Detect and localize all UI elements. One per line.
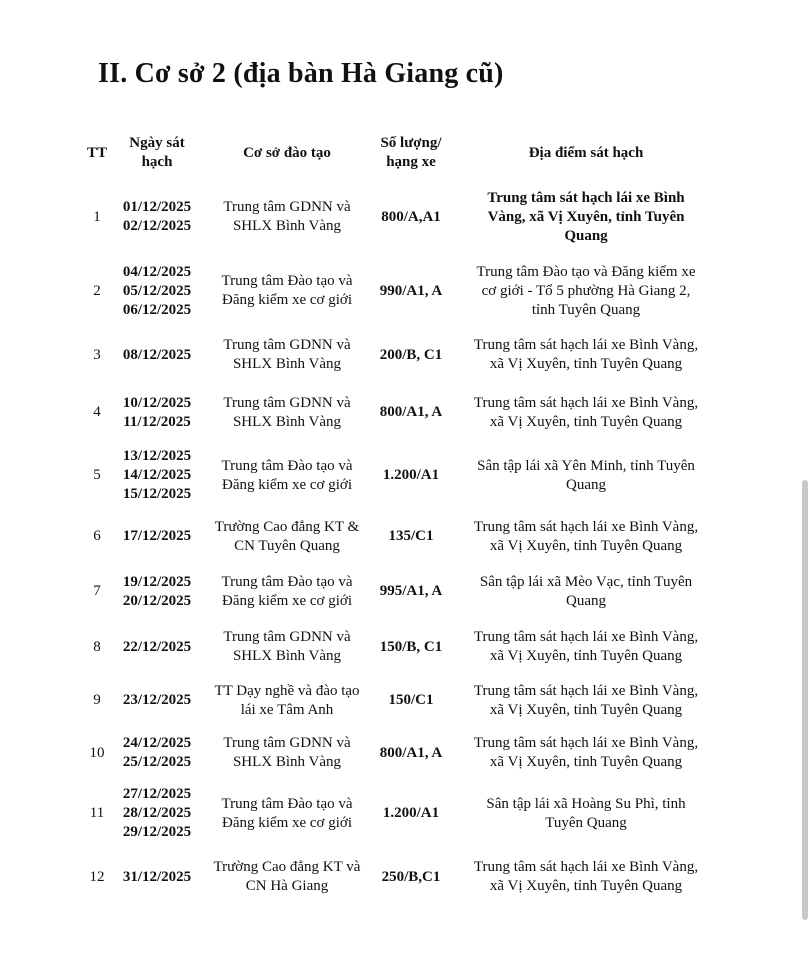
quantity-license-class: 800/A,A1 [381, 208, 441, 225]
exam-location-line: Vàng, xã Vị Xuyên, tỉnh Tuyên [487, 208, 685, 225]
row-number: 9 [93, 692, 101, 708]
training-center-line: Trung tâm GDNN và [223, 735, 351, 751]
exam-location-line: xã Vị Xuyên, tỉnh Tuyên Quang [489, 356, 683, 372]
table-row [82, 441, 722, 510]
training-center-line: SHLX Bình Vàng [232, 356, 342, 372]
table-row [82, 674, 722, 727]
training-center-line: SHLX Bình Vàng [232, 218, 342, 234]
row-number: 4 [93, 404, 101, 420]
quantity-license-class: 150/B, C1 [379, 638, 443, 655]
exam-dates [112, 674, 202, 727]
training-center-line: Trung tâm Đào tạo và [221, 273, 353, 289]
training-center [202, 178, 372, 256]
quantity-license-class: 995/A1, A [379, 583, 443, 599]
training-center-line: Đăng kiểm xe cơ giới [222, 476, 352, 493]
exam-location-line: Trung tâm sát hạch lái xe Bình Vàng, [473, 518, 699, 535]
training-center-line: CN Hà Giang [245, 878, 329, 894]
header-date-line: hạch [141, 154, 173, 170]
training-center-line: SHLX Bình Vàng [232, 413, 342, 430]
exam-date: 02/12/2025 [122, 218, 192, 234]
exam-date: 01/12/2025 [122, 199, 192, 215]
header-qty [372, 128, 450, 178]
row-number: 12 [89, 868, 105, 885]
header-location: Địa điểm sát hạch [528, 144, 644, 161]
exam-date: 10/12/2025 [122, 394, 192, 411]
training-center [202, 384, 372, 441]
row-number: 2 [93, 282, 101, 299]
exam-dates [112, 620, 202, 674]
training-center [202, 779, 372, 848]
exam-location [450, 727, 722, 779]
row-number: 3 [93, 346, 101, 363]
training-center [202, 441, 372, 510]
table-row [82, 779, 722, 848]
table-row [82, 620, 722, 674]
exam-location [450, 326, 722, 384]
exam-location-line: Tuyên Quang [545, 814, 627, 831]
exam-date: 24/12/2025 [122, 735, 192, 751]
training-center [202, 727, 372, 779]
exam-location-line: xã Vị Xuyên, tỉnh Tuyên Quang [489, 754, 683, 770]
quantity-license-class: 800/A1, A [379, 404, 443, 420]
training-center-line: Đăng kiểm xe cơ giới [222, 592, 352, 609]
header-qty-line: hạng xe [386, 154, 436, 170]
quantity-license-class: 1.200/A1 [382, 467, 440, 483]
exam-date: 20/12/2025 [122, 592, 192, 609]
quantity-license-class: 250/B,C1 [381, 868, 441, 885]
table-row [82, 848, 722, 906]
table-row [82, 178, 722, 256]
training-center [202, 674, 372, 727]
exam-date: 22/12/2025 [122, 638, 192, 655]
exam-dates [112, 441, 202, 510]
table-row [82, 256, 722, 326]
table-row [82, 384, 722, 441]
exam-location-line: Sân tập lái xã Hoàng Su Phì, tỉnh [486, 795, 686, 812]
exam-location-line: Trung tâm sát hạch lái xe Bình Vàng, [473, 629, 699, 645]
exam-date: 17/12/2025 [122, 528, 192, 544]
training-center [202, 326, 372, 384]
quantity-license-class: 135/C1 [388, 528, 434, 544]
exam-date: 25/12/2025 [122, 754, 192, 770]
training-center-line: Trung tâm GDNN và [223, 337, 351, 353]
exam-location [450, 848, 722, 906]
exam-location-line: tỉnh Tuyên Quang [531, 301, 641, 318]
exam-location [450, 563, 722, 620]
exam-location-line: Quang [564, 227, 608, 244]
exam-location [450, 178, 722, 256]
exam-date: 23/12/2025 [122, 692, 192, 708]
training-center-line: Đăng kiểm xe cơ giới [222, 814, 352, 831]
table-row [82, 510, 722, 563]
exam-location-line: xã Vị Xuyên, tỉnh Tuyên Quang [489, 413, 683, 430]
training-center [202, 256, 372, 326]
exam-date: 15/12/2025 [122, 486, 192, 502]
exam-location [450, 510, 722, 563]
row-number: 5 [93, 467, 101, 483]
exam-location-line: Quang [566, 476, 606, 493]
training-center-line: CN Tuyên Quang [234, 537, 340, 554]
training-center [202, 848, 372, 906]
header-tt: TT [86, 144, 107, 161]
exam-location [450, 384, 722, 441]
row-number: 6 [93, 528, 101, 544]
exam-location-line: Sân tập lái xã Mèo Vạc, tỉnh Tuyên [479, 573, 693, 590]
exam-location-line: Trung tâm sát hạch lái xe Bình Vàng, [473, 735, 699, 751]
row-number: 11 [89, 805, 105, 821]
exam-location-line: cơ giới - Tổ 5 phường Hà Giang 2, [481, 282, 691, 299]
exam-date: 06/12/2025 [122, 301, 192, 318]
training-center-line: Trung tâm Đào tạo và [221, 795, 353, 812]
row-number: 1 [93, 208, 101, 225]
exam-location-line: Trung tâm sát hạch lái xe Bình [487, 189, 685, 206]
exam-date: 05/12/2025 [122, 282, 192, 299]
exam-date: 29/12/2025 [122, 824, 192, 840]
training-center-line: Trung tâm Đào tạo và [221, 573, 353, 590]
exam-date: 14/12/2025 [122, 467, 192, 483]
quantity-license-class: 200/B, C1 [379, 346, 443, 363]
exam-date: 08/12/2025 [122, 346, 192, 363]
exam-location-line: Trung tâm sát hạch lái xe Bình Vàng, [473, 859, 699, 875]
exam-dates [112, 727, 202, 779]
training-center-line: Đăng kiểm xe cơ giới [222, 292, 352, 308]
training-center-line: Trung tâm GDNN và [223, 199, 351, 215]
training-center-line: SHLX Bình Vàng [232, 648, 342, 664]
exam-dates [112, 779, 202, 848]
vertical-scrollbar[interactable] [802, 480, 808, 920]
header-date-line: Ngày sát [129, 135, 185, 151]
exam-dates [112, 326, 202, 384]
quantity-license-class: 1.200/A1 [382, 805, 440, 821]
training-center [202, 620, 372, 674]
exam-dates [112, 384, 202, 441]
exam-dates [112, 563, 202, 620]
table-header-row [82, 128, 722, 178]
page-title: II. Cơ sở 2 (địa bàn Hà Giang cũ) [98, 58, 504, 89]
exam-date: 19/12/2025 [122, 573, 192, 590]
training-center [202, 510, 372, 563]
header-qty-line: Số lượng/ [380, 135, 442, 151]
exam-location [450, 674, 722, 727]
training-center-line: Trung tâm GDNN và [223, 629, 351, 645]
exam-location-line: Sân tập lái xã Yên Minh, tỉnh Tuyên [477, 457, 695, 474]
exam-dates [112, 178, 202, 256]
exam-location [450, 620, 722, 674]
table-row [82, 563, 722, 620]
exam-location-line: xã Vị Xuyên, tỉnh Tuyên Quang [489, 537, 683, 554]
exam-location-line: xã Vị Xuyên, tỉnh Tuyên Quang [489, 648, 683, 664]
exam-location [450, 441, 722, 510]
exam-location-line: Quang [566, 592, 606, 609]
exam-dates [112, 510, 202, 563]
training-center-line: Trung tâm Đào tạo và [221, 457, 353, 474]
exam-date: 27/12/2025 [122, 786, 192, 802]
exam-date: 31/12/2025 [122, 868, 192, 885]
exam-date: 04/12/2025 [122, 263, 192, 280]
exam-location-line: Trung tâm sát hạch lái xe Bình Vàng, [473, 394, 699, 411]
exam-schedule-table [82, 128, 722, 906]
exam-location-line: Trung tâm sát hạch lái xe Bình Vàng, [473, 337, 699, 353]
training-center-line: lái xe Tâm Anh [240, 701, 334, 718]
training-center-line: SHLX Bình Vàng [232, 754, 342, 770]
exam-date: 28/12/2025 [122, 805, 192, 821]
training-center-line: Trung tâm GDNN và [223, 394, 351, 411]
row-number: 8 [93, 638, 101, 655]
training-center-line: Trường Cao đẳng KT & [214, 518, 360, 535]
exam-dates [112, 848, 202, 906]
quantity-license-class: 800/A1, A [379, 744, 443, 761]
exam-date: 11/12/2025 [123, 413, 191, 430]
exam-location-line: Trung tâm sát hạch lái xe Bình Vàng, [473, 682, 699, 699]
exam-dates [112, 256, 202, 326]
exam-date: 13/12/2025 [122, 448, 192, 464]
exam-location [450, 256, 722, 326]
exam-location-line: xã Vị Xuyên, tỉnh Tuyên Quang [489, 878, 683, 894]
exam-location-line: xã Vị Xuyên, tỉnh Tuyên Quang [489, 701, 683, 718]
quantity-license-class: 150/C1 [388, 692, 434, 708]
exam-location [450, 779, 722, 848]
table-row [82, 727, 722, 779]
row-number: 10 [89, 744, 105, 761]
table-row [82, 326, 722, 384]
training-center [202, 563, 372, 620]
row-number: 7 [93, 583, 101, 599]
training-center-line: TT Dạy nghề và đào tạo [214, 682, 360, 699]
training-center-line: Trường Cao đẳng KT và [213, 859, 361, 875]
header-date [112, 128, 202, 178]
header-center: Cơ sở đào tạo [243, 144, 331, 161]
quantity-license-class: 990/A1, A [379, 282, 443, 299]
exam-location-line: Trung tâm Đào tạo và Đăng kiểm xe [476, 263, 696, 280]
